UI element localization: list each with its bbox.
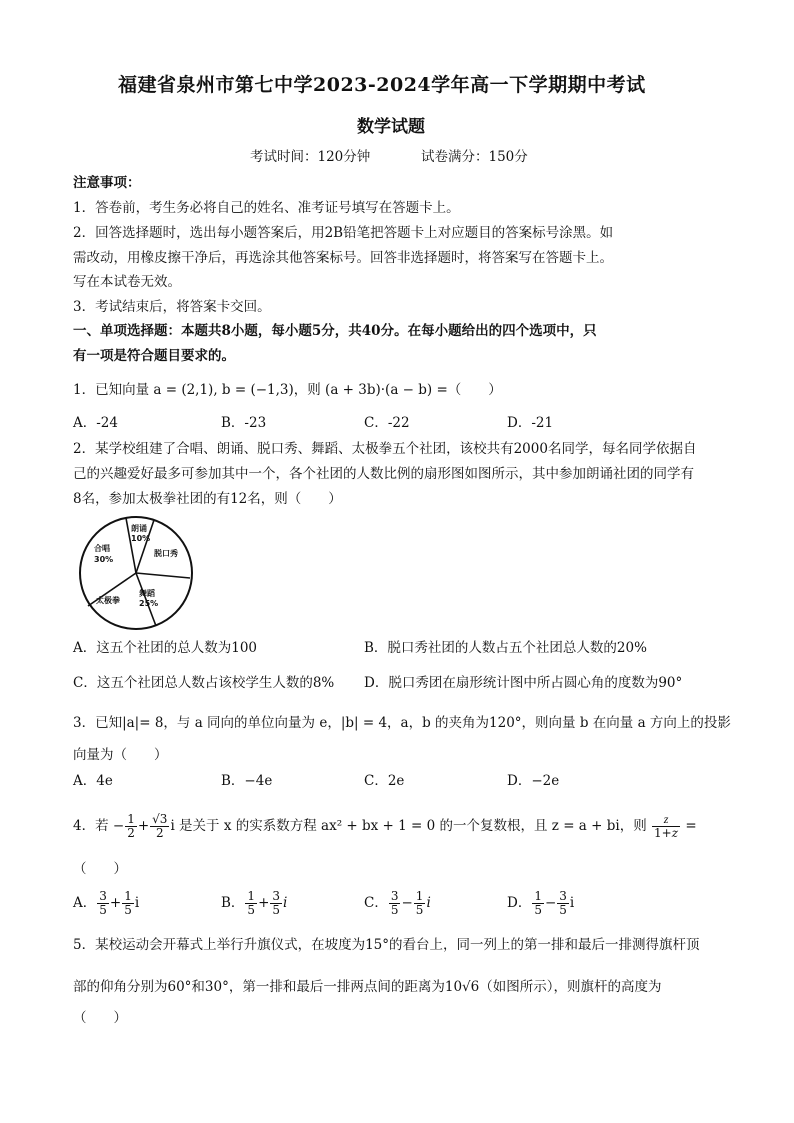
notes-heading: 注意事项： (73, 175, 141, 191)
q1-option-c: C．-22 (364, 415, 410, 431)
q2-option-c: C．这五个社团总人数占该校学生人数的8% (73, 675, 335, 691)
q4-stem: 4．若 − $\frac{1}{2}$ + $\frac{√3}{2}$ i 是关于 x 的实系数方程 ax² + bx + 1 = 0 的一个复数根，且 z = a + bi，则 $\frac{z}{1+z}$ = (73, 812, 697, 840)
q4-option-c: C． $\frac{3}{5}$ − $\frac{1}{5}$ i (364, 889, 431, 917)
q5-paren: （ ） (73, 1010, 127, 1026)
q3-stem-line: 向量为（ ） (73, 747, 168, 763)
fraction: $\frac{√3}{2}$ (152, 812, 168, 840)
exam-title: 福建省泉州市第七中学2023-2024学年高一下学期期中考试 (118, 74, 646, 96)
note-line: 1．答卷前，考生务必将自己的姓名、准考证号填写在答题卡上。 (73, 200, 460, 216)
q1-option-b: B．-23 (221, 415, 267, 431)
q5-stem-line: 5．某校运动会开幕式上举行升旗仪式，在坡度为15°的看台上，同一列上的第一排和最后一排测得旗杆顶 (73, 937, 700, 953)
q4-option-b: B． $\frac{1}{5}$ + $\frac{3}{5}$ i (221, 889, 288, 917)
fraction: $\frac{1}{2}$ (127, 812, 135, 840)
q2-stem-line: 8名，参加太极拳社团的有12名，则（ ） (73, 491, 342, 507)
q4-option-a: A． $\frac{3}{5}$ + $\frac{1}{5}$ i (73, 889, 140, 917)
pie-label-taiji: 太极拳 (96, 596, 120, 605)
q1-stem: 1．已知向量 a = (2,1), b = (−1,3)，则 (a + 3b)·(a − b) =（ ） (73, 382, 502, 398)
pie-label-langsong: 朗诵 (131, 524, 147, 533)
q2-option-a: A．这五个社团的总人数为100 (73, 640, 258, 656)
q3-option-c: C．2e (364, 773, 405, 789)
section-heading: 一、单项选择题：本题共8小题，每小题5分，共40分。在每小题给出的四个选项中，只 (73, 323, 597, 339)
q4-middle: 是关于 x 的实系数方程 ax² + bx + 1 = 0 的一个复数根，且 z = a + bi，则 (179, 818, 647, 834)
pie-label-wudao: 舞蹈 (139, 589, 155, 598)
q4-prefix: 4．若 (73, 818, 109, 834)
pie-label-hechang: 合唱 (94, 544, 110, 553)
pie-divider (136, 573, 190, 578)
q1-option-d: D．-21 (507, 415, 554, 431)
section-heading-cont: 有一项是符合题目要求的。 (73, 348, 235, 364)
q3-option-a: A．4e (73, 773, 113, 789)
exam-time: 考试时间：120分钟 (250, 149, 371, 165)
q4-option-d: D． $\frac{1}{5}$ − $\frac{3}{5}$ i (507, 889, 575, 917)
fraction: $\frac{z}{1+z}$ (654, 812, 679, 840)
q2-option-d: D．脱口秀团在扇形统计图中所占圆心角的度数为90° (364, 675, 683, 691)
note-line: 3．考试结束后，将答案卡交回。 (73, 299, 271, 315)
q1-option-a: A．-24 (73, 415, 118, 431)
q5-stem-line: 部的仰角分别为60°和30°，第一排和最后一排两点间的距离为10√6（如图所示），则旗杆的高度为 (73, 979, 662, 995)
pie-pct-hechang: 30% (94, 555, 114, 564)
q2-option-b: B．脱口秀社团的人数占五个社团总人数的20% (364, 640, 647, 656)
note-line: 写在本试卷无效。 (73, 274, 181, 290)
note-line: 需改动，用橡皮擦干净后，再选涂其他答案标号。回答非选择题时，将答案写在答题卡上。 (73, 250, 613, 266)
paper-subtitle: 数学试题 (357, 117, 425, 137)
note-line: 2．回答选择题时，选出每小题答案后，用2B铅笔把答题卡上对应题目的答案标号涂黑。如 (73, 225, 614, 241)
q3-option-b: B．−4e (221, 773, 273, 789)
q3-option-d: D．−2e (507, 773, 560, 789)
q2-stem-line: 己的兴趣爱好最多可参加其中一个，各个社团的人数比例的扇形图如图所示，其中参加朗诵社团的同学有 (73, 466, 694, 482)
pie-chart-figure (74, 514, 198, 632)
pie-pct-wudao: 25% (139, 599, 159, 608)
q4-paren: （ ） (73, 861, 127, 877)
q3-stem-line: 3．已知|a|= 8，与 a 同向的单位向量为 e，|b| = 4，a，b 的夹角为120°，则向量 b 在向量 a 方向上的投影 (73, 715, 731, 731)
pie-label-tuokou: 脱口秀 (154, 549, 178, 558)
full-score: 试卷满分：150分 (421, 149, 528, 165)
q2-stem-line: 2．某学校组建了合唱、朗诵、脱口秀、舞蹈、太极拳五个社团，该校共有2000名同学，每名同学依据自 (73, 441, 697, 457)
pie-pct-langsong: 10% (131, 534, 151, 543)
